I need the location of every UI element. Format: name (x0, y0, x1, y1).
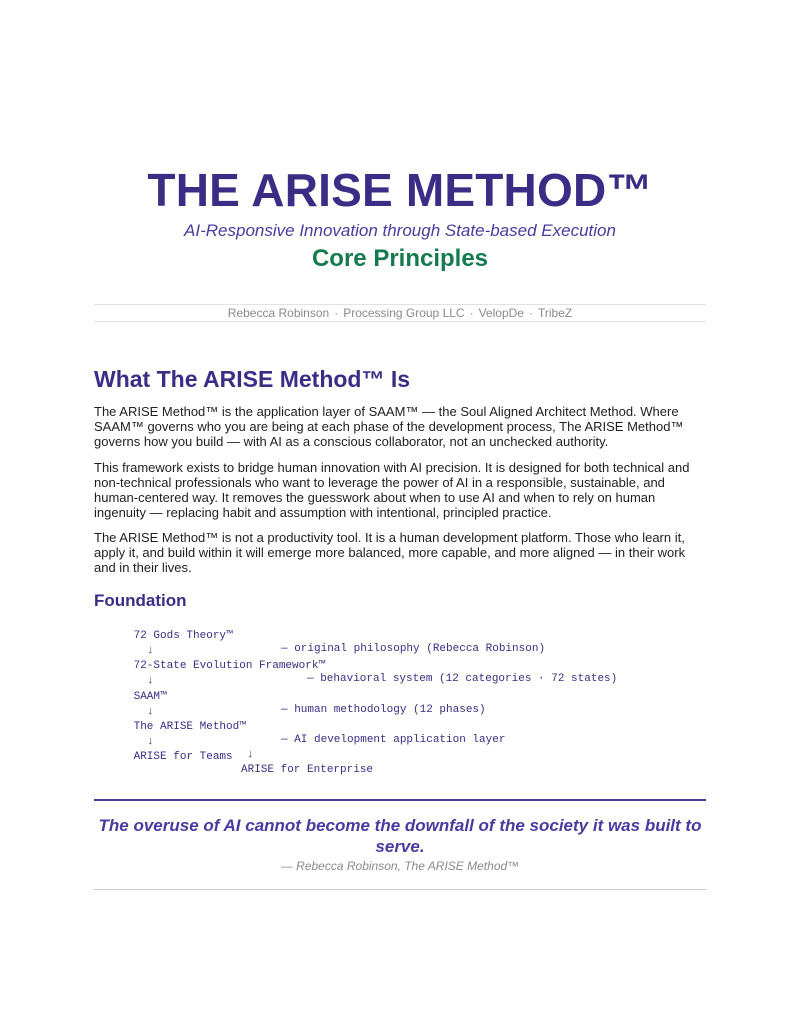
down-arrow-icon: ↓ (147, 736, 154, 748)
hierarchy-row (94, 617, 546, 655)
section-heading: What The ARISE Method™ Is (94, 366, 411, 392)
document-subtitle: AI-Responsive Innovation through State-based Execution (184, 221, 616, 240)
hierarchy-desc: — human methodology (12 phases) (281, 704, 486, 716)
down-arrow-icon: ↓ (147, 706, 154, 718)
hierarchy-desc: — original philosophy (Rebecca Robinson) (281, 643, 546, 655)
paragraph: The ARISE Method™ is not a productivity tool. It is a human development platform. Those who learn it, apply it, and build within it will emerge more balanced, more capable, and more aligned — in their work and in their lives. (94, 530, 686, 575)
down-arrow-icon: ↓ (147, 675, 154, 687)
down-arrow-icon: ↓ (147, 645, 154, 657)
hierarchy-name: SAAM™ (133, 691, 167, 703)
hierarchy-arrow-row (94, 632, 154, 657)
hierarchy-row (94, 678, 486, 716)
branch-enterprise: ARISE for Enterprise (241, 764, 374, 776)
byline (94, 304, 706, 322)
quote-divider-bottom (94, 889, 706, 890)
hierarchy-name: 72-State Evolution Framework™ (133, 660, 326, 672)
hierarchy-desc: — AI development application layer (281, 734, 506, 746)
document-title: THE ARISE METHOD™ (147, 164, 653, 216)
quote-attribution: — Rebecca Robinson, The ARISE Method™ (280, 859, 520, 873)
byline-separator: · (469, 306, 474, 320)
hierarchy-desc: — behavioral system (12 categories · 72 states) (307, 673, 618, 685)
byline-separator: · (528, 306, 533, 320)
branch-teams: ARISE for Teams (133, 751, 233, 763)
pull-quote: The overuse of AI cannot become the downfall of the society it was built to serve. (98, 816, 702, 856)
paragraph: This framework exists to bridge human innovation with AI precision. It is designed for both technical and non-technical professionals who want to leverage the power of AI in a responsible, sustainable, and human-centered way. It removes the guesswork about when to use AI and when to rely on human ingenuity — replacing habit and assumption with intentional, principled practice. (94, 460, 690, 520)
byline-brand-velopde: VelopDe (478, 306, 524, 320)
byline-company: Processing Group LLC (343, 306, 465, 320)
hierarchy-name: 72 Gods Theory™ (133, 630, 233, 642)
down-arrow-icon: ↓ (247, 749, 254, 761)
foundation-heading: Foundation (94, 591, 187, 610)
hierarchy-branches (94, 738, 374, 776)
quote-divider-top (94, 799, 706, 801)
hierarchy-name: The ARISE Method™ (133, 721, 246, 733)
byline-separator: · (334, 306, 339, 320)
paragraph: The ARISE Method™ is the application layer of SAAM™ — the Soul Aligned Architect Method. Where SAAM™ governs who you are being at each phase of the development process, The ARISE Method™ governs how you build — with AI as a conscious collaborator, not an unchecked authority. (94, 404, 684, 449)
section-title: Core Principles (311, 245, 489, 272)
hierarchy-arrow-row (94, 662, 154, 687)
byline-brand-tribez: TribeZ (537, 306, 573, 320)
byline-author: Rebecca Robinson (227, 306, 330, 320)
